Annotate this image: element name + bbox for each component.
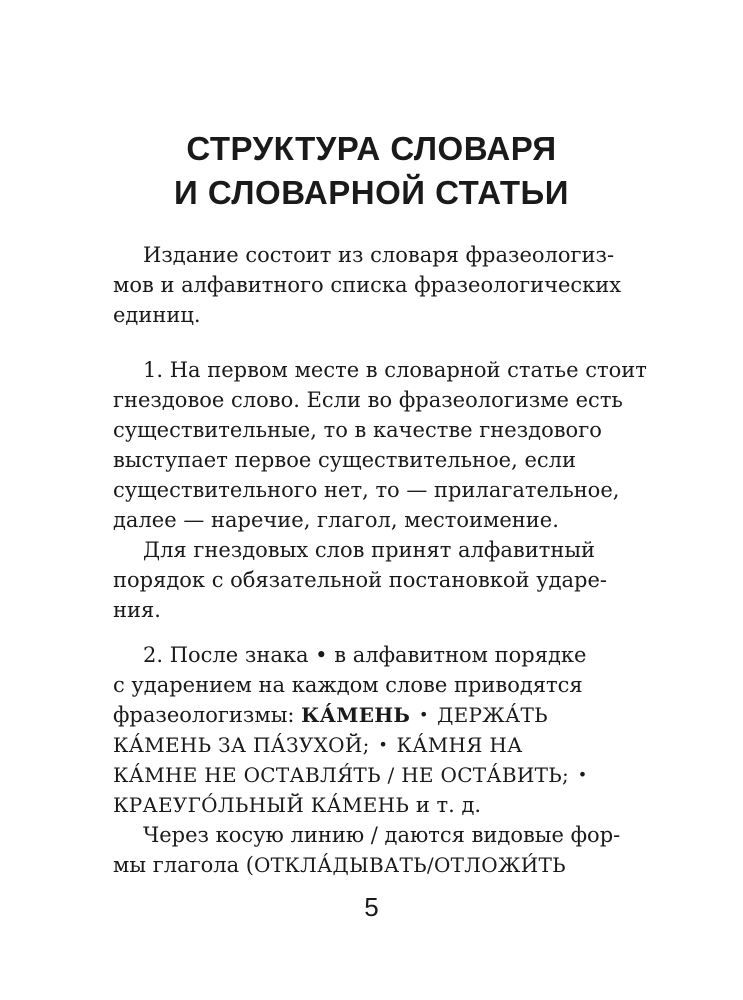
phraseologism: КА́МНЕ НЕ ОСТАВЛЯ́ТЬ / НЕ ОСТА́ВИТЬ; [113,763,570,787]
bullet-icon: • [577,765,588,784]
phraseologism: КА́МЕНЬ ЗА ПА́ЗУХОЙ; [113,733,370,757]
page-title [0,127,743,215]
title-line-1: СТРУКТУРА СЛОВАРЯ [186,130,557,167]
text-line: с ударением на каждом слове приводятся [113,673,583,697]
text-line: порядок с обязательной постановкой ударе- [113,568,607,592]
text-line-examples-2 [113,730,713,760]
text-line: ния. [113,598,161,622]
text-line: существительного нет, то — прилагательное, [113,478,620,502]
text-line: 1. На первом месте в словарной статье стоит [143,358,647,382]
bullet-icon: • [378,735,388,754]
verb-forms: ОТКЛА́ДЫВАТЬ/ОТЛОЖИ́ТЬ [253,853,566,877]
phraseologism: КА́МНЯ НА [396,733,523,757]
text-line-examples-3 [113,760,713,790]
text-line: единиц. [113,303,201,327]
paragraph-item-2 [113,640,713,880]
text-line: существительные, то в качестве гнездового [113,418,602,442]
text-segment: и т. д. [409,793,482,817]
text-line: гнездовое слово. Если во фразеологизме есть [113,388,623,412]
text-segment: фразеологизмы: [113,703,302,727]
text-line: 2. После знака • в алфавитном порядке [143,643,587,667]
phraseologism: КРАЕУГО́ЛЬНЫЙ КА́МЕНЬ [113,793,410,817]
text-line: далее — наречие, глагол, местоимение. [113,508,559,532]
text-line-examples-1 [113,700,713,730]
text-line-verb-forms [113,850,713,880]
text-line: Издание состоит из словаря фразеологиз- [143,243,615,267]
title-line-2: И СЛОВАРНОЙ СТАТЬИ [173,174,569,211]
headword: КА́МЕНЬ [301,703,411,727]
page-number: 5 [364,892,379,922]
text-line: Через косую линию / даются видовые фор- [143,823,621,847]
paragraph-item-1 [113,355,713,625]
text-line: Для гнездовых слов принят алфавитный [143,538,596,562]
phraseologism: ДЕРЖА́ТЬ [437,703,548,727]
paragraph-intro [113,240,713,330]
text-line: выступает первое существительное, если [113,448,576,472]
bullet-icon: • [418,705,429,724]
text-line: мов и алфавитного списка фразеологических [113,273,622,297]
text-segment: мы глагола ( [113,853,254,877]
text-line-examples-4 [113,790,713,820]
